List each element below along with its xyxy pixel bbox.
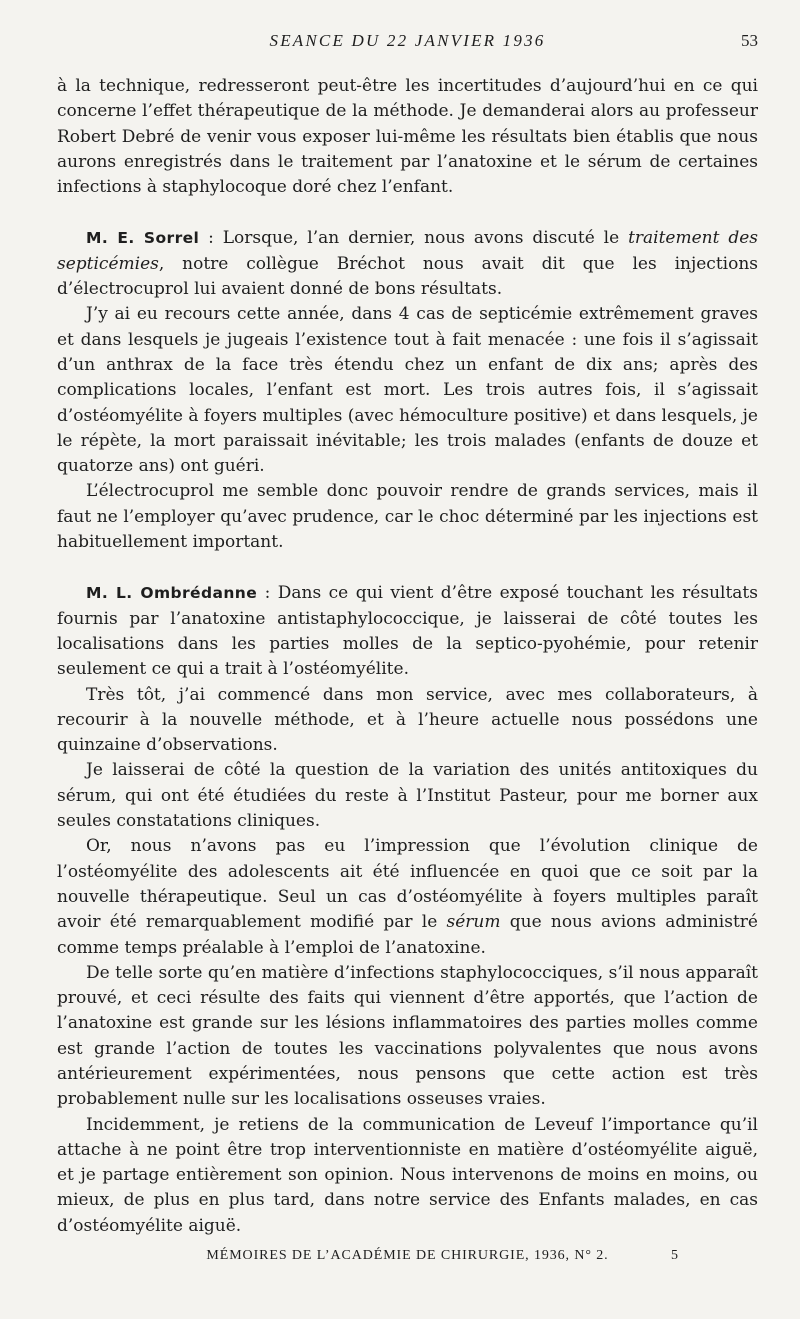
running-head <box>57 31 758 55</box>
paragraph-ombredanne-intervention <box>57 581 758 682</box>
paragraph-sorrel-intervention <box>57 226 758 302</box>
running-title: SEANCE DU 22 JANVIER 1936 <box>269 31 546 50</box>
paragraph-text: : Dans ce qui vient d’être exposé touchant les résultats fournis par l’anatoxine antistaphylococcique, je laisserai de côté toutes les localisations dans les parties molles de la septico-pyohémie, pour retenir seulement ce qui a trait à l’ostéomyélite. <box>57 583 758 680</box>
paragraph <box>57 834 758 960</box>
paragraph: Incidemment, je retiens de la communication de Leveuf l’importance qu’il attache à ne point être trop interventionniste en matière d’ostéomyélite aiguë, et je partage entièrement son opinion. Nous intervenons de moins en moins, ou mieux, de plus en plus tard, dans notre service des Enfants malades, en cas d’ostéomyélite aiguë. <box>57 1114 758 1236</box>
signature-mark: 5 <box>671 1248 678 1263</box>
speaker-name: M. L. Ombrédanne <box>86 584 258 603</box>
journal-citation: MÉMOIRES DE L’ACADÉMIE DE CHIRURGIE, 1936, N° 2. <box>206 1248 609 1263</box>
paragraph: L’électrocuprol me semble donc pouvoir rendre de grands services, mais il faut ne l’employer qu’avec prudence, car le choc déterminé par les injections est habituellement important. <box>57 481 758 553</box>
italic-term: traitement des septicémies <box>57 228 758 274</box>
paragraph: De telle sorte qu’en matière d’infections staphylococciques, s’il nous apparaît prouvé, et ceci résulte des faits qui viennent d’être apportés, que l’action de l’anatoxine est grande sur les lésions inflammatoires des parties molles comme est grande l’action de toutes les vaccinations polyvalentes que nous avons antérieurement expérimentées, nous pensons que cette action est très probablement nulle sur les localisations osseuses vraies. <box>57 962 758 1110</box>
paragraph-text: Or, nous n’avons pas eu l’impression que l’évolution clinique de l’ostéomyélite des adolescents ait été influencée en quoi que ce soit par la nouvelle thérapeutique. Seul un cas d’ostéomyélite à foyers multiples paraît avoir été remarquablement modifié par le <box>57 836 758 933</box>
paragraph: Très tôt, j’ai commencé dans mon service, avec mes collaborateurs, à recourir à la nouvelle méthode, et à l’heure actuelle nous possédons une quinzaine d’observations. <box>57 684 758 756</box>
paragraph: Je laisserai de côté la question de la variation des unités antitoxiques du sérum, qui ont été étudiées du reste à l’Institut Pasteur, pour me borner aux seules constatations cliniques. <box>57 760 758 832</box>
speaker-name: M. E. Sorrel <box>86 229 200 248</box>
article-body <box>57 74 758 1239</box>
paragraph-continuation: à la technique, redresseront peut-être les incertitudes d’aujourd’hui en ce qui concerne l’effet thérapeutique de la méthode. Je demanderai alors au professeur Robert Debré de venir vous exposer lui-même les résultats bien établis que nous aurons enregistrés dans le traitement par l’anatoxine et le sérum de certaines infections à staphylocoque doré chez l’enfant. <box>57 76 758 198</box>
italic-term: sérum <box>446 912 501 933</box>
paragraph-text: : Lorsque, l’an dernier, nous avons discuté le <box>199 228 629 249</box>
paragraph-text: , notre collègue Bréchot nous avait dit que les injections d’électrocuprol lui avaient donné de bons résultats. <box>57 253 758 300</box>
page-number: 53 <box>741 31 758 50</box>
paragraph: J’y ai eu recours cette année, dans 4 cas de septicémie extrêmement graves et dans lesquels je jugeais l’existence tout à fait menacée : une fois il s’agissait d’un anthrax de la face très étendu chez un enfant de dix ans; après des complications locales, l’enfant est mort. Les trois autres fois, il s’agissait d’ostéomyélite à foyers multiples (avec hémoculture positive) et dans lesquels, je le répète, la mort paraissait inévitable; les trois malades (enfants de douze et quatorze ans) ont guéri. <box>57 304 758 477</box>
page-footer <box>57 1248 758 1264</box>
paragraph-text: que nous avions administré comme temps préalable à l’emploi de l’anatoxine. <box>57 912 758 958</box>
